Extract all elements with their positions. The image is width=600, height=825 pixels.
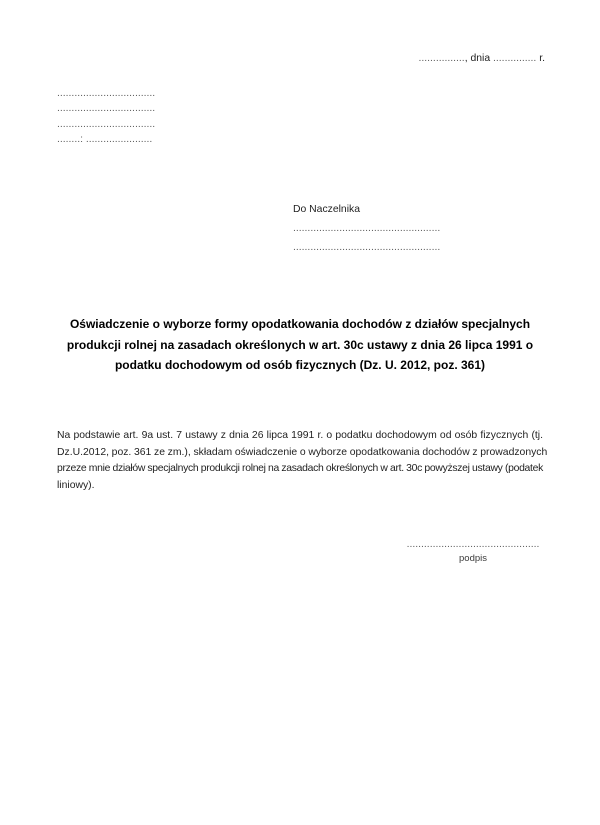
year-suffix-label: r.	[536, 53, 545, 64]
recipient-blank-line-1: ...................................................	[293, 223, 441, 234]
title-line-2: produkcji rolnej na zasadach określonych w art. 30c ustawy z dnia 26 lipca 1991 o	[66, 337, 534, 352]
place-blank: ................	[418, 53, 465, 64]
body-line-4: liniowy).	[57, 479, 95, 491]
document-title	[40, 314, 560, 376]
signature-block	[404, 538, 542, 565]
sender-blank-line-2: ..................................	[57, 103, 156, 115]
body-paragraph	[57, 428, 548, 494]
body-line-2: Dz.U.2012, poz. 361 ze zm.), składam oświadczenie o wyborze opodatkowania dochodów z prowadzonych	[57, 446, 548, 458]
sender-address-block	[57, 86, 155, 148]
recipient-block	[293, 200, 440, 257]
sender-blank-line-3: ..................................	[57, 118, 156, 130]
title-line-3: podatku dochodowym od osób fizycznych (Dz. U. 2012, poz. 361)	[114, 358, 486, 372]
recipient-blank-line-2: ...................................................	[293, 242, 441, 253]
date-line	[419, 51, 546, 66]
signature-label: podpis	[459, 553, 487, 564]
body-line-3: przeze mnie działów specjalnych produkcji rolnej na zasadach określonych w art. 30c powyższej ustawy (podatek	[57, 463, 543, 475]
sender-blank-line-4: ........: .......................	[57, 134, 153, 146]
title-line-1: Oświadczenie o wyborze formy opodatkowania dochodów z działów specjalnych	[69, 317, 531, 331]
body-line-1: Na podstawie art. 9a ust. 7 ustawy z dnia 26 lipca 1991 r. o podatku dochodowym od osób fizycznych (tj.	[57, 430, 543, 441]
date-separator-label: , dnia	[464, 53, 494, 64]
sender-blank-line-1: ..................................	[57, 88, 156, 99]
signature-blank-line: ..............................................	[406, 539, 540, 550]
recipient-heading: Do Naczelnika	[293, 204, 360, 215]
day-blank: ...............	[493, 53, 537, 64]
